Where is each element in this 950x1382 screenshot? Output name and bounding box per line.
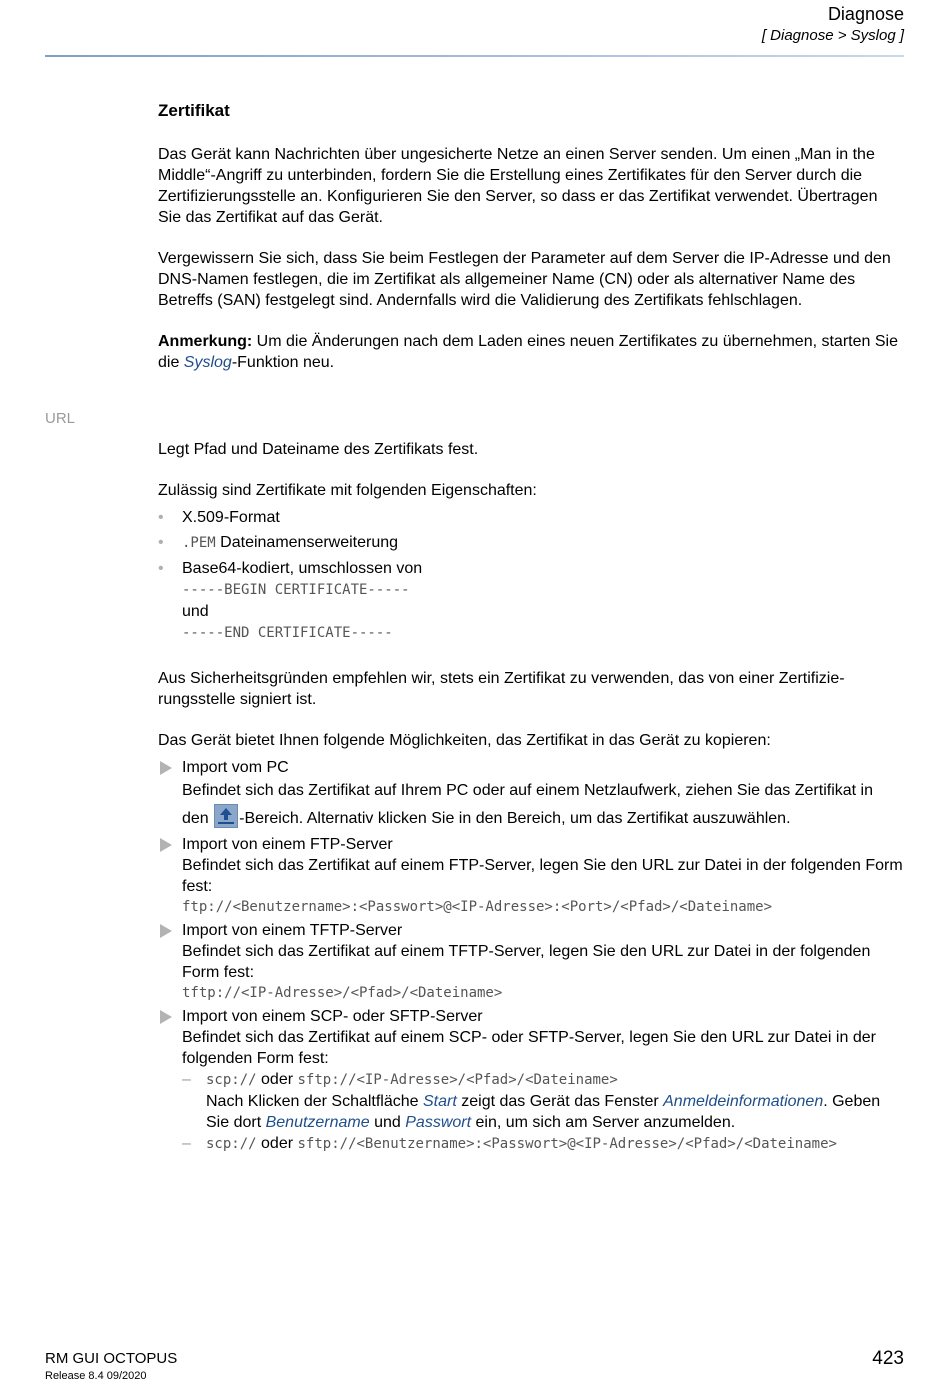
section-heading: Zertifikat <box>158 101 230 120</box>
start-button-ref: Start <box>423 1093 457 1110</box>
paragraph-intro: Das Gerät kann Nachrichten über ungesicherte Netze an einen Server senden. Um einen „Man in the Middle“-Angriff zu unterbinden, fordern Sie die Erstellung eines Zertifikates für den Server durch die Zertifizierungsstelle an. Konfigurieren Sie den Server, so dass er das Zertifikat verwendet. Übertragen Sie das Zertifikat auf das Gerät. <box>158 146 878 226</box>
begin-certificate-code: -----BEGIN CERTIFICATE----- <box>182 582 410 598</box>
password-field-ref: Passwort <box>405 1114 472 1131</box>
bullet: • <box>158 509 164 526</box>
note-text-b: -Funktion neu. <box>231 354 335 371</box>
list-item: • .PEM Dateinamenserweiterung <box>158 534 399 551</box>
dash-bullet: – <box>182 1071 191 1088</box>
triangle-bullet-icon <box>160 838 172 852</box>
note-label: Anmerkung: <box>158 333 253 350</box>
url-side-label: URL <box>45 410 76 427</box>
end-certificate-code: -----END CERTIFICATE----- <box>182 625 393 641</box>
triangle-bullet-icon <box>160 1010 172 1024</box>
step-import-scp-sftp: Import von einem SCP- oder SFTP-Server Befindet sich das Zertifikat auf einem SCP- oder SFTP-Server, legen Sie den URL zur Datei in der folgenden Form fest: – scp:// oder sftp://<IP-Adresse>/<Pfad>/<Dateiname> Nach Klicken der Schaltfläche Start zeigt das Gerät das Fenster Anmeldeinformationen. Geben Sie dort Benutzername und Passwort ein, um sich am Server anzumelden. – scp:// oder sftp://<Benutzername>:<Passwort>@<IP-Adresse>/<Pfad>/<Dateiname> <box>158 1006 904 1155</box>
list-item: • Base64-kodiert, umschlossen von -----BEGIN CERTIFICATE----- und -----END CERTIFICATE----- <box>158 560 423 641</box>
note <box>158 331 904 373</box>
triangle-bullet-icon <box>160 761 172 775</box>
step-import-ftp: Import von einem FTP-Server Befindet sich das Zertifikat auf einem FTP-Server, legen Sie den URL zur Datei in der folgenden Form fest: ftp://<Benutzername>:<Passwort>@<IP-Adresse>:<Port>/<Pfad>/<Dateiname> <box>158 834 904 918</box>
step-import-tftp: Import von einem TFTP-Server Befindet sich das Zertifikat auf einem TFTP-Server, legen Sie den URL zur Datei in der folgenden Form fest: tftp://<IP-Adresse>/<Pfad>/<Dateiname> <box>158 920 904 1004</box>
security-recommendation: Aus Sicherheitsgründen empfehlen wir, stets ein Zertifikat zu verwenden, das von einer Zertifizie-rungsstelle signiert ist. <box>158 670 845 708</box>
url-properties-intro: Zulässig sind Zertifikate mit folgenden Eigenschaften: <box>158 482 537 499</box>
credentials-window-ref: Anmeldeinformationen <box>663 1093 824 1110</box>
header-title: Diagnose <box>827 4 904 24</box>
properties-list <box>158 507 904 644</box>
scp-option-2: – scp:// oder sftp://<Benutzername>:<Passwort>@<IP-Adresse>/<Pfad>/<Dateiname> <box>182 1135 837 1152</box>
upload-icon <box>214 804 238 828</box>
dash-bullet: – <box>182 1135 191 1152</box>
tftp-url-format: tftp://<IP-Adresse>/<Pfad>/<Dateiname> <box>182 985 503 1001</box>
scp-option-1: – scp:// oder sftp://<IP-Adresse>/<Pfad>/<Dateiname> Nach Klicken der Schaltfläche Start zeigt das Gerät das Fenster Anmeldeinformationen. Geben Sie dort Benutzername und Passwort ein, um sich am Server anzumelden. <box>182 1071 881 1131</box>
url-description: Legt Pfad und Dateiname des Zertifikats fest. <box>158 441 479 458</box>
list-item: • X.509-Format <box>158 509 280 526</box>
step-import-pc: Import vom PC Befindet sich das Zertifikat auf Ihrem PC oder auf einem Netzlaufwerk, ziehen Sie das Zertifikat in den -Bereich. Alternativ klicken Sie in den Bereich, um das Zertifikat auszuwählen. <box>158 757 904 832</box>
paragraph-validation: Vergewissern Sie sich, dass Sie beim Festlegen der Parameter auf dem Server die IP-Adresse und den DNS-Namen festlegen, die im Zertifikat als allgemeiner Name (CN) oder als alternativer Name des Betreffs (SAN) festgelegt sind. Andernfalls wird die Validierung des Zertifikats fehlschlagen. <box>158 250 891 309</box>
ftp-url-format: ftp://<Benutzername>:<Passwort>@<IP-Adresse>:<Port>/<Pfad>/<Dateiname> <box>182 899 773 915</box>
header-divider <box>45 55 904 57</box>
bullet: • <box>158 560 164 577</box>
syslog-link: Syslog <box>183 354 232 371</box>
main-content <box>158 100 904 1157</box>
breadcrumb: [ Diagnose > Syslog ] <box>761 27 904 44</box>
footer-release: Release 8.4 09/2020 <box>45 1370 147 1382</box>
pem-code: .PEM <box>182 535 216 551</box>
note-text-a: Um die Änderungen nach dem Laden eines neuen Zertifikates zu übernehmen, starten Sie die <box>158 333 898 371</box>
page-number: 423 <box>872 1348 904 1369</box>
bullet: • <box>158 534 164 551</box>
username-field-ref: Benutzername <box>265 1114 370 1131</box>
copy-options-intro: Das Gerät bietet Ihnen folgende Möglichkeiten, das Zertifikat in das Gerät zu kopieren: <box>158 732 771 749</box>
triangle-bullet-icon <box>160 924 172 938</box>
footer-product: RM GUI OCTOPUS <box>45 1350 178 1367</box>
